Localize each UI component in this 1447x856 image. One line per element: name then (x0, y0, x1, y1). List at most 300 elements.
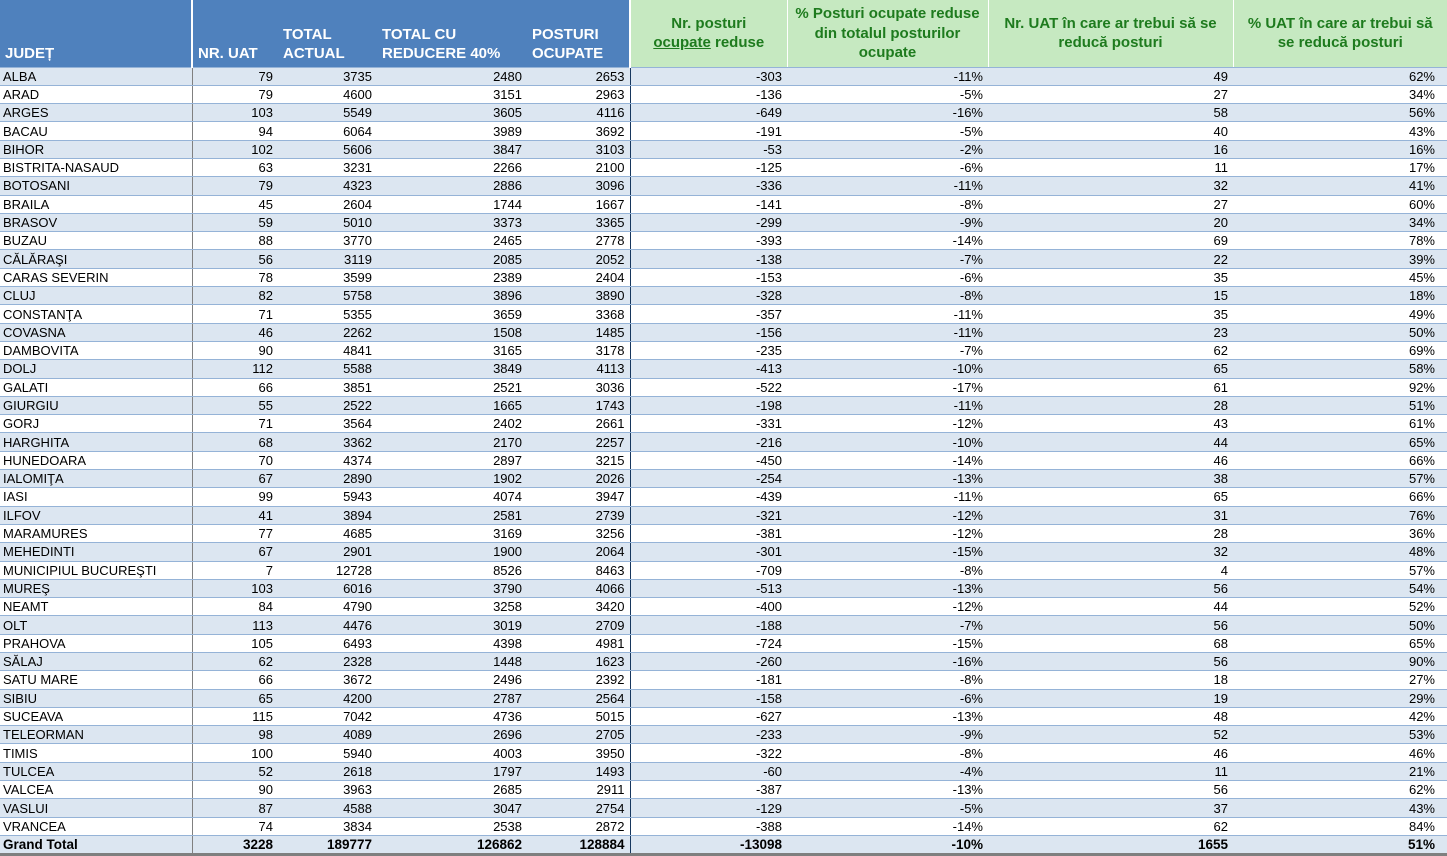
value-cell[interactable]: 62% (1233, 67, 1447, 85)
value-cell[interactable]: -8% (787, 287, 988, 305)
value-cell[interactable]: 56 (192, 250, 278, 268)
value-cell[interactable]: 1508 (377, 323, 527, 341)
value-cell[interactable]: 3119 (278, 250, 377, 268)
value-cell[interactable]: 44 (988, 433, 1233, 451)
value-cell[interactable]: 34% (1233, 85, 1447, 103)
value-cell[interactable]: 2085 (377, 250, 527, 268)
header-nr-posturi-ocupate-reduse[interactable] (630, 0, 787, 67)
value-cell[interactable]: -12% (787, 415, 988, 433)
value-cell[interactable]: 2696 (377, 726, 527, 744)
value-cell[interactable]: 2392 (527, 671, 630, 689)
value-cell[interactable]: 3950 (527, 744, 630, 762)
value-cell[interactable]: 68 (988, 634, 1233, 652)
value-cell[interactable]: 43% (1233, 799, 1447, 817)
value-cell[interactable]: 2564 (527, 689, 630, 707)
value-cell[interactable]: 4588 (278, 799, 377, 817)
value-cell[interactable]: -413 (630, 360, 787, 378)
value-cell[interactable]: 1902 (377, 470, 527, 488)
value-cell[interactable]: -8% (787, 744, 988, 762)
value-cell[interactable]: 28 (988, 524, 1233, 542)
value-cell[interactable]: 12728 (278, 561, 377, 579)
value-cell[interactable]: 2170 (377, 433, 527, 451)
value-cell[interactable]: -156 (630, 323, 787, 341)
value-cell[interactable]: 4841 (278, 341, 377, 359)
county-cell[interactable]: BISTRITA-NASAUD (0, 158, 192, 176)
value-cell[interactable]: -53 (630, 140, 787, 158)
value-cell[interactable]: 3770 (278, 232, 377, 250)
county-cell[interactable]: TULCEA (0, 762, 192, 780)
header-total-actual[interactable]: TOTAL ACTUAL (278, 0, 377, 67)
value-cell[interactable]: 4736 (377, 707, 527, 725)
value-cell[interactable]: 52 (192, 762, 278, 780)
value-cell[interactable]: 77 (192, 524, 278, 542)
value-cell[interactable]: -13% (787, 579, 988, 597)
value-cell[interactable]: 3258 (377, 598, 527, 616)
value-cell[interactable]: -16% (787, 653, 988, 671)
value-cell[interactable]: 56% (1233, 104, 1447, 122)
header-nr-uat[interactable]: NR. UAT (192, 0, 278, 67)
value-cell[interactable]: -60 (630, 762, 787, 780)
value-cell[interactable]: -13% (787, 470, 988, 488)
value-cell[interactable]: 3963 (278, 781, 377, 799)
value-cell[interactable]: 62 (988, 341, 1233, 359)
county-cell[interactable]: CONSTANŢA (0, 305, 192, 323)
county-cell[interactable]: BACAU (0, 122, 192, 140)
value-cell[interactable]: 3373 (377, 213, 527, 231)
value-cell[interactable]: 69% (1233, 341, 1447, 359)
value-cell[interactable]: 63 (192, 158, 278, 176)
county-cell[interactable]: HUNEDOARA (0, 451, 192, 469)
value-cell[interactable]: 3896 (377, 287, 527, 305)
value-cell[interactable]: -7% (787, 250, 988, 268)
value-cell[interactable]: 1448 (377, 653, 527, 671)
value-cell[interactable]: 1797 (377, 762, 527, 780)
value-cell[interactable]: 99 (192, 488, 278, 506)
value-cell[interactable]: 76% (1233, 506, 1447, 524)
value-cell[interactable]: 67 (192, 470, 278, 488)
county-cell[interactable]: BRASOV (0, 213, 192, 231)
value-cell[interactable]: 65% (1233, 433, 1447, 451)
value-cell[interactable]: 3849 (377, 360, 527, 378)
value-cell[interactable]: 56 (988, 579, 1233, 597)
value-cell[interactable]: -649 (630, 104, 787, 122)
value-cell[interactable]: -235 (630, 341, 787, 359)
county-cell[interactable]: ARAD (0, 85, 192, 103)
value-cell[interactable]: 3231 (278, 158, 377, 176)
value-cell[interactable]: -8% (787, 561, 988, 579)
value-cell[interactable]: 3659 (377, 305, 527, 323)
value-cell[interactable]: 45% (1233, 268, 1447, 286)
value-cell[interactable]: -2% (787, 140, 988, 158)
value-cell[interactable]: 4476 (278, 616, 377, 634)
value-cell[interactable]: 115 (192, 707, 278, 725)
value-cell[interactable]: 11 (988, 762, 1233, 780)
value-cell[interactable]: 34% (1233, 213, 1447, 231)
value-cell[interactable]: -260 (630, 653, 787, 671)
value-cell[interactable]: -627 (630, 707, 787, 725)
value-cell[interactable]: 6064 (278, 122, 377, 140)
county-cell[interactable]: GIURGIU (0, 396, 192, 414)
county-cell[interactable]: SATU MARE (0, 671, 192, 689)
value-cell[interactable]: 5943 (278, 488, 377, 506)
grand-total-value-cell[interactable]: 3228 (192, 835, 278, 854)
header-judet[interactable]: JUDEȚ (0, 0, 192, 67)
value-cell[interactable]: 1900 (377, 543, 527, 561)
value-cell[interactable]: 2886 (377, 177, 527, 195)
value-cell[interactable]: 65 (988, 360, 1233, 378)
value-cell[interactable]: 88 (192, 232, 278, 250)
value-cell[interactable]: 2328 (278, 653, 377, 671)
value-cell[interactable]: 2100 (527, 158, 630, 176)
county-cell[interactable]: CARAS SEVERIN (0, 268, 192, 286)
value-cell[interactable]: 4200 (278, 689, 377, 707)
value-cell[interactable]: 3834 (278, 817, 377, 835)
county-cell[interactable]: MEHEDINTI (0, 543, 192, 561)
value-cell[interactable]: 3047 (377, 799, 527, 817)
value-cell[interactable]: 27% (1233, 671, 1447, 689)
county-cell[interactable]: PRAHOVA (0, 634, 192, 652)
value-cell[interactable]: 103 (192, 104, 278, 122)
county-cell[interactable]: BIHOR (0, 140, 192, 158)
value-cell[interactable]: 59 (192, 213, 278, 231)
value-cell[interactable]: 49% (1233, 305, 1447, 323)
county-cell[interactable]: MUNICIPIUL BUCUREŞTI (0, 561, 192, 579)
value-cell[interactable]: 3368 (527, 305, 630, 323)
value-cell[interactable]: 39% (1233, 250, 1447, 268)
value-cell[interactable]: 102 (192, 140, 278, 158)
value-cell[interactable]: 103 (192, 579, 278, 597)
value-cell[interactable]: 46 (988, 744, 1233, 762)
value-cell[interactable]: -5% (787, 85, 988, 103)
value-cell[interactable]: 3851 (278, 378, 377, 396)
value-cell[interactable]: -6% (787, 268, 988, 286)
value-cell[interactable]: 2963 (527, 85, 630, 103)
county-cell[interactable]: SUCEAVA (0, 707, 192, 725)
county-cell[interactable]: SIBIU (0, 689, 192, 707)
county-cell[interactable]: IASI (0, 488, 192, 506)
value-cell[interactable]: 41% (1233, 177, 1447, 195)
value-cell[interactable]: 5606 (278, 140, 377, 158)
value-cell[interactable]: -6% (787, 158, 988, 176)
value-cell[interactable]: 46 (988, 451, 1233, 469)
value-cell[interactable]: 70 (192, 451, 278, 469)
value-cell[interactable]: 79 (192, 177, 278, 195)
value-cell[interactable]: -198 (630, 396, 787, 414)
value-cell[interactable]: -17% (787, 378, 988, 396)
value-cell[interactable]: -11% (787, 67, 988, 85)
value-cell[interactable]: 6016 (278, 579, 377, 597)
value-cell[interactable]: 98 (192, 726, 278, 744)
value-cell[interactable]: 56 (988, 616, 1233, 634)
value-cell[interactable]: 56 (988, 781, 1233, 799)
value-cell[interactable]: 40 (988, 122, 1233, 140)
value-cell[interactable]: 90% (1233, 653, 1447, 671)
value-cell[interactable]: 4074 (377, 488, 527, 506)
value-cell[interactable]: -153 (630, 268, 787, 286)
value-cell[interactable]: 50% (1233, 616, 1447, 634)
value-cell[interactable]: 2522 (278, 396, 377, 414)
value-cell[interactable]: 82 (192, 287, 278, 305)
value-cell[interactable]: 15 (988, 287, 1233, 305)
value-cell[interactable]: 58% (1233, 360, 1447, 378)
value-cell[interactable]: 43% (1233, 122, 1447, 140)
value-cell[interactable]: 31 (988, 506, 1233, 524)
value-cell[interactable]: 2465 (377, 232, 527, 250)
value-cell[interactable]: 4 (988, 561, 1233, 579)
value-cell[interactable]: 65 (988, 488, 1233, 506)
value-cell[interactable]: 2705 (527, 726, 630, 744)
value-cell[interactable]: 2618 (278, 762, 377, 780)
value-cell[interactable]: 62 (988, 817, 1233, 835)
value-cell[interactable]: -10% (787, 433, 988, 451)
value-cell[interactable]: -125 (630, 158, 787, 176)
value-cell[interactable]: -301 (630, 543, 787, 561)
value-cell[interactable]: -331 (630, 415, 787, 433)
value-cell[interactable]: 6493 (278, 634, 377, 652)
value-cell[interactable]: 1665 (377, 396, 527, 414)
value-cell[interactable]: 50% (1233, 323, 1447, 341)
value-cell[interactable]: 27 (988, 85, 1233, 103)
value-cell[interactable]: 74 (192, 817, 278, 835)
value-cell[interactable]: 4685 (278, 524, 377, 542)
value-cell[interactable]: 3151 (377, 85, 527, 103)
value-cell[interactable]: 3605 (377, 104, 527, 122)
value-cell[interactable]: -724 (630, 634, 787, 652)
value-cell[interactable]: 3947 (527, 488, 630, 506)
value-cell[interactable]: 1667 (527, 195, 630, 213)
value-cell[interactable]: 2739 (527, 506, 630, 524)
value-cell[interactable]: -188 (630, 616, 787, 634)
value-cell[interactable]: 4981 (527, 634, 630, 652)
county-cell[interactable]: DAMBOVITA (0, 341, 192, 359)
county-cell[interactable]: BRAILA (0, 195, 192, 213)
value-cell[interactable]: 4066 (527, 579, 630, 597)
value-cell[interactable]: 90 (192, 781, 278, 799)
value-cell[interactable]: 5588 (278, 360, 377, 378)
value-cell[interactable]: 57% (1233, 561, 1447, 579)
value-cell[interactable]: 16 (988, 140, 1233, 158)
value-cell[interactable]: 4398 (377, 634, 527, 652)
value-cell[interactable]: 2480 (377, 67, 527, 85)
value-cell[interactable]: -11% (787, 488, 988, 506)
value-cell[interactable]: 2778 (527, 232, 630, 250)
value-cell[interactable]: 51% (1233, 396, 1447, 414)
value-cell[interactable]: -388 (630, 817, 787, 835)
county-cell[interactable]: BUZAU (0, 232, 192, 250)
value-cell[interactable]: 8526 (377, 561, 527, 579)
value-cell[interactable]: -336 (630, 177, 787, 195)
value-cell[interactable]: 3847 (377, 140, 527, 158)
value-cell[interactable]: 1493 (527, 762, 630, 780)
value-cell[interactable]: 32 (988, 543, 1233, 561)
value-cell[interactable]: 3894 (278, 506, 377, 524)
value-cell[interactable]: -138 (630, 250, 787, 268)
value-cell[interactable]: 3790 (377, 579, 527, 597)
value-cell[interactable]: 3564 (278, 415, 377, 433)
value-cell[interactable]: 84% (1233, 817, 1447, 835)
value-cell[interactable]: -254 (630, 470, 787, 488)
value-cell[interactable]: 4003 (377, 744, 527, 762)
county-cell[interactable]: SĂLAJ (0, 653, 192, 671)
value-cell[interactable]: -7% (787, 616, 988, 634)
value-cell[interactable]: 2266 (377, 158, 527, 176)
value-cell[interactable]: 21% (1233, 762, 1447, 780)
value-cell[interactable]: 84 (192, 598, 278, 616)
value-cell[interactable]: 62 (192, 653, 278, 671)
value-cell[interactable]: 27 (988, 195, 1233, 213)
value-cell[interactable]: -14% (787, 232, 988, 250)
county-cell[interactable]: BOTOSANI (0, 177, 192, 195)
value-cell[interactable]: 94 (192, 122, 278, 140)
value-cell[interactable]: 2653 (527, 67, 630, 85)
value-cell[interactable]: 92% (1233, 378, 1447, 396)
value-cell[interactable]: 35 (988, 305, 1233, 323)
value-cell[interactable]: 32 (988, 177, 1233, 195)
value-cell[interactable]: 52 (988, 726, 1233, 744)
value-cell[interactable]: 5549 (278, 104, 377, 122)
value-cell[interactable]: -9% (787, 213, 988, 231)
value-cell[interactable]: 65 (192, 689, 278, 707)
value-cell[interactable]: -299 (630, 213, 787, 231)
value-cell[interactable]: 1744 (377, 195, 527, 213)
value-cell[interactable]: -181 (630, 671, 787, 689)
county-cell[interactable]: ILFOV (0, 506, 192, 524)
value-cell[interactable]: 79 (192, 67, 278, 85)
grand-total-value-cell[interactable]: 128884 (527, 835, 630, 854)
value-cell[interactable]: -158 (630, 689, 787, 707)
value-cell[interactable]: -13% (787, 781, 988, 799)
value-cell[interactable]: -233 (630, 726, 787, 744)
value-cell[interactable]: 69 (988, 232, 1233, 250)
value-cell[interactable]: 105 (192, 634, 278, 652)
value-cell[interactable]: 2026 (527, 470, 630, 488)
value-cell[interactable]: 56 (988, 653, 1233, 671)
value-cell[interactable]: -14% (787, 817, 988, 835)
value-cell[interactable]: 18% (1233, 287, 1447, 305)
value-cell[interactable]: 4089 (278, 726, 377, 744)
value-cell[interactable]: 17% (1233, 158, 1447, 176)
value-cell[interactable]: 44 (988, 598, 1233, 616)
value-cell[interactable]: 4323 (278, 177, 377, 195)
header-nr-uat-reducere[interactable]: Nr. UAT în care ar trebui să se reducă posturi (988, 0, 1233, 67)
value-cell[interactable]: 2052 (527, 250, 630, 268)
value-cell[interactable]: -9% (787, 726, 988, 744)
value-cell[interactable]: 1743 (527, 396, 630, 414)
value-cell[interactable]: 5355 (278, 305, 377, 323)
value-cell[interactable]: 23 (988, 323, 1233, 341)
value-cell[interactable]: 49 (988, 67, 1233, 85)
value-cell[interactable]: 4113 (527, 360, 630, 378)
value-cell[interactable]: 66% (1233, 488, 1447, 506)
value-cell[interactable]: 52% (1233, 598, 1447, 616)
value-cell[interactable]: 90 (192, 341, 278, 359)
value-cell[interactable]: 3096 (527, 177, 630, 195)
value-cell[interactable]: 66% (1233, 451, 1447, 469)
value-cell[interactable]: -7% (787, 341, 988, 359)
value-cell[interactable]: 3165 (377, 341, 527, 359)
value-cell[interactable]: 2496 (377, 671, 527, 689)
value-cell[interactable]: 113 (192, 616, 278, 634)
grand-total-value-cell[interactable]: 126862 (377, 835, 527, 854)
header-total-cu-reducere[interactable]: TOTAL CU REDUCERE 40% (377, 0, 527, 67)
value-cell[interactable]: 2604 (278, 195, 377, 213)
value-cell[interactable]: -13% (787, 707, 988, 725)
value-cell[interactable]: 3215 (527, 451, 630, 469)
value-cell[interactable]: 53% (1233, 726, 1447, 744)
value-cell[interactable]: 3019 (377, 616, 527, 634)
value-cell[interactable]: 4600 (278, 85, 377, 103)
value-cell[interactable]: -10% (787, 360, 988, 378)
value-cell[interactable]: 3256 (527, 524, 630, 542)
value-cell[interactable]: -136 (630, 85, 787, 103)
value-cell[interactable]: 8463 (527, 561, 630, 579)
value-cell[interactable]: 2257 (527, 433, 630, 451)
county-cell[interactable]: OLT (0, 616, 192, 634)
county-cell[interactable]: NEAMT (0, 598, 192, 616)
county-cell[interactable]: MARAMURES (0, 524, 192, 542)
value-cell[interactable]: -439 (630, 488, 787, 506)
value-cell[interactable]: 5010 (278, 213, 377, 231)
value-cell[interactable]: 3365 (527, 213, 630, 231)
value-cell[interactable]: 2402 (377, 415, 527, 433)
value-cell[interactable]: 66 (192, 378, 278, 396)
value-cell[interactable]: 2521 (377, 378, 527, 396)
grand-total-value-cell[interactable]: -13098 (630, 835, 787, 854)
value-cell[interactable]: 2661 (527, 415, 630, 433)
value-cell[interactable]: -322 (630, 744, 787, 762)
grand-total-value-cell[interactable]: 189777 (278, 835, 377, 854)
value-cell[interactable]: 43 (988, 415, 1233, 433)
value-cell[interactable]: 3599 (278, 268, 377, 286)
value-cell[interactable]: 62% (1233, 781, 1447, 799)
value-cell[interactable]: -6% (787, 689, 988, 707)
value-cell[interactable]: -11% (787, 396, 988, 414)
county-cell[interactable]: COVASNA (0, 323, 192, 341)
grand-total-value-cell[interactable]: -10% (787, 835, 988, 854)
value-cell[interactable]: 3692 (527, 122, 630, 140)
value-cell[interactable]: 7042 (278, 707, 377, 725)
value-cell[interactable]: 2872 (527, 817, 630, 835)
value-cell[interactable]: 1485 (527, 323, 630, 341)
value-cell[interactable]: 2890 (278, 470, 377, 488)
value-cell[interactable]: 2911 (527, 781, 630, 799)
county-cell[interactable]: HARGHITA (0, 433, 192, 451)
county-cell[interactable]: ARGES (0, 104, 192, 122)
grand-total-value-cell[interactable]: 1655 (988, 835, 1233, 854)
value-cell[interactable]: 54% (1233, 579, 1447, 597)
value-cell[interactable]: -328 (630, 287, 787, 305)
county-cell[interactable]: MUREŞ (0, 579, 192, 597)
value-cell[interactable]: 57% (1233, 470, 1447, 488)
value-cell[interactable]: -393 (630, 232, 787, 250)
value-cell[interactable]: 2064 (527, 543, 630, 561)
value-cell[interactable]: 68 (192, 433, 278, 451)
county-cell[interactable]: GALATI (0, 378, 192, 396)
value-cell[interactable]: 58 (988, 104, 1233, 122)
value-cell[interactable]: 71 (192, 415, 278, 433)
value-cell[interactable]: -12% (787, 524, 988, 542)
value-cell[interactable]: 2404 (527, 268, 630, 286)
value-cell[interactable]: 18 (988, 671, 1233, 689)
value-cell[interactable]: 2685 (377, 781, 527, 799)
value-cell[interactable]: -450 (630, 451, 787, 469)
value-cell[interactable]: -14% (787, 451, 988, 469)
value-cell[interactable]: -387 (630, 781, 787, 799)
value-cell[interactable]: 2389 (377, 268, 527, 286)
value-cell[interactable]: 87 (192, 799, 278, 817)
value-cell[interactable]: 3362 (278, 433, 377, 451)
value-cell[interactable]: 7 (192, 561, 278, 579)
